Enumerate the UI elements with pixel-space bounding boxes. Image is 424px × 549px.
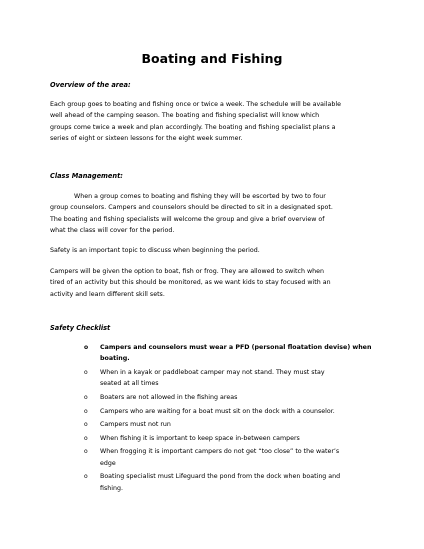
list-item — [84, 367, 384, 390]
page-title: Boating and Fishing — [141, 51, 283, 66]
list-item-line: Boating specialist must Lifeguard the pond from the dock when boating and — [100, 473, 341, 481]
list-item — [84, 342, 384, 365]
paragraph-line: Safety is an important topic to discuss when beginning the period. — [50, 247, 260, 254]
list-item-line: Boaters are not allowed in the fishing areas — [100, 394, 238, 401]
list-item-line: Campers must not run — [100, 421, 171, 429]
overview-heading: Overview of the area: — [50, 81, 131, 89]
list-item-line: edge — [100, 459, 116, 467]
overview-paragraph — [50, 99, 390, 145]
paragraph-line: what the class will cover for the period. — [50, 227, 175, 235]
hollow-circle-bullet-icon: o — [84, 344, 89, 351]
list-item-line: When frogging it is important campers do not get “too close” to the water’s — [100, 448, 340, 456]
list-item-line: Campers and counselors must wear a PFD (personal floatation devise) when — [100, 344, 372, 351]
paragraph-line: The boating and fishing specialists will welcome the group and give a brief overview of — [50, 215, 325, 223]
list-item-line: When fishing it is important to keep space in-between campers — [100, 434, 300, 442]
class-management-paragraph-3 — [50, 266, 390, 300]
list-item-line: When in a kayak or paddleboat camper may not stand. They must stay — [100, 369, 325, 376]
list-item — [84, 419, 384, 430]
list-item-line: Campers who are waiting for a boat must sit on the dock with a counselor. — [100, 407, 335, 415]
class-management-paragraph-2 — [50, 245, 390, 256]
list-item — [84, 446, 384, 469]
paragraph-line: Campers will be given the option to boat, fish or frog. They are allowed to switch when — [50, 268, 324, 275]
list-item-line: boating. — [100, 355, 130, 363]
safety-checklist-heading: Safety Checklist — [50, 324, 111, 332]
class-management-heading: Class Management: — [50, 172, 123, 180]
overview-line: Each group goes to boating and fishing once or twice a week. The schedule will be available — [50, 101, 342, 108]
hollow-circle-bullet-icon: o — [84, 369, 88, 376]
paragraph-line: activity and learn different skill sets. — [50, 290, 165, 298]
list-item — [84, 471, 384, 494]
list-item — [84, 433, 384, 444]
list-item-line: seated at all times — [100, 380, 159, 388]
hollow-circle-bullet-icon: o — [84, 434, 88, 442]
class-management-paragraph-1 — [50, 191, 390, 237]
paragraph-line: When a group comes to boating and fishing they will be escorted by two to four — [74, 193, 326, 200]
hollow-circle-bullet-icon: o — [84, 407, 88, 415]
paragraph-line: tired of an activity but this should be monitored, as we want kids to stay focused with an — [50, 279, 331, 287]
paragraph-line: group counselors. Campers and counselors should be directed to sit in a designated spot. — [50, 204, 333, 212]
safety-checklist — [84, 342, 384, 496]
hollow-circle-bullet-icon: o — [84, 448, 88, 456]
hollow-circle-bullet-icon: o — [84, 421, 88, 429]
hollow-circle-bullet-icon: o — [84, 394, 88, 401]
overview-line: groups come twice a week and plan accordingly. The boating and fishing specialist plans a — [50, 123, 336, 131]
list-item — [84, 392, 384, 403]
hollow-circle-bullet-icon: o — [84, 473, 88, 481]
list-item — [84, 406, 384, 417]
overview-line: series of eight or sixteen lessons for the eight week summer. — [50, 135, 243, 143]
list-item-line: fishing. — [100, 484, 123, 492]
overview-line: well ahead of the camping season. The boating and fishing specialist will know which — [50, 112, 320, 120]
